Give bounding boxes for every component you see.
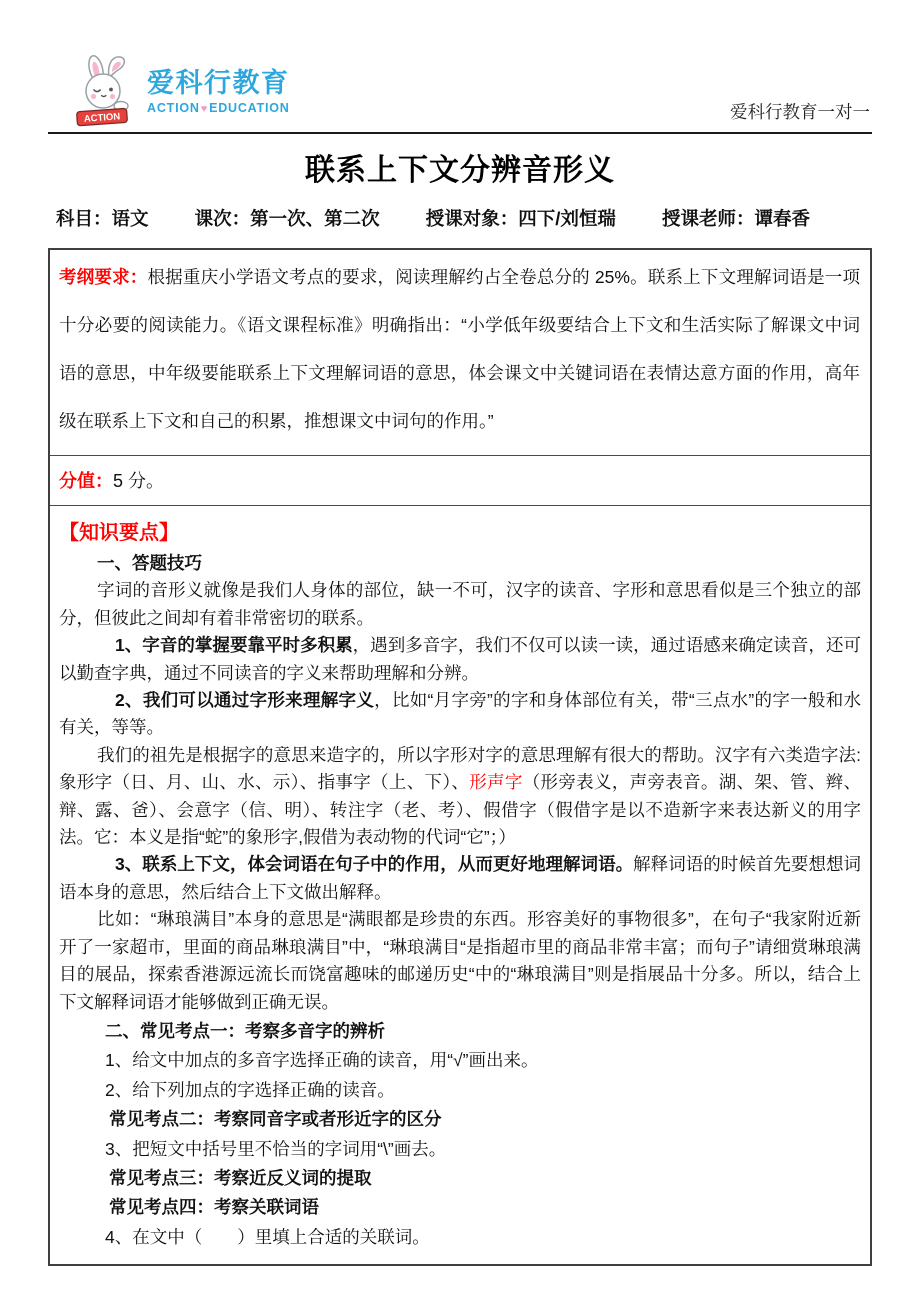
info-lesson: 课次：第一次、第二次 xyxy=(194,208,380,229)
knowledge-points-heading: 【知识要点】 xyxy=(59,522,179,544)
text-segment: 常见考点二：考察同音字或者形近字的区分 xyxy=(109,1109,442,1130)
knowledge-points-body xyxy=(59,550,861,1251)
page-title: 联系上下文分辨音形义 xyxy=(305,154,615,187)
exam-requirements-row xyxy=(50,250,870,455)
paragraph xyxy=(59,1136,861,1163)
brand-tagline-left: ACTION xyxy=(147,100,200,115)
brand-tagline xyxy=(147,101,290,115)
paragraph xyxy=(59,577,861,632)
paragraph xyxy=(59,742,861,852)
brand-logo xyxy=(74,54,290,130)
badge-label: ACTION xyxy=(83,111,121,125)
text-segment: 1、给文中加点的多音字选择正确的读音，用“√”画出来。 xyxy=(105,1050,539,1071)
text-segment: 我们的祖先是根据字的意思来造字的，所以字形对字的意思理解有很大的帮助。汉字有六类造字法:象形字（日、月、山、水、示）、指事字（上、下）、 xyxy=(59,744,861,793)
paragraph xyxy=(59,1106,861,1133)
text-segment: 字词的音形义就像是我们人身体的部位，缺一不可，汉字的读音、字形和意思看似是三个独立的部分，但彼此之间却有着非常密切的联系。 xyxy=(59,580,861,628)
text-segment: 解释词语的时候首先要想想词语本身的意思，然后结合上下文做出解释。 xyxy=(59,854,862,902)
text-segment: 常见考点四：考察关联词语 xyxy=(109,1197,319,1218)
exam-requirements-label: 考纲要求： xyxy=(59,267,148,287)
paragraph xyxy=(59,1224,861,1251)
text-segment: （形旁表义，声旁表音。湖、架、管、辫、辩、露、爸）、会意字（信、明）、转注字（老、考）、假借字（假借字是以不造新字来表达新义的用字法。它：本义是指“蛇”的象形字,假借为表动物的代词“它”；） xyxy=(59,772,862,848)
info-teacher: 授课老师：谭春香 xyxy=(661,208,810,229)
paragraph xyxy=(59,687,861,742)
text-segment: 形声字 xyxy=(469,772,523,793)
text-segment: ，比如“月字旁”的字和身体部位有关，带“三点水”的字一般和水有关，等等。 xyxy=(59,690,862,738)
text-segment: 常见考点三：考察近反义词的提取 xyxy=(109,1167,372,1188)
content-table xyxy=(48,248,872,1266)
text-segment: 1、字音的掌握要靠平时多积累 xyxy=(115,635,353,656)
course-info-bar xyxy=(56,205,810,231)
text-segment: 比如：“琳琅满目”本身的意思是“满眼都是珍贵的东西。形容美好的事物很多”，在句子“我家附近新开了一家超市，里面的商品琳琅满目”中，“琳琅满目“是指超市里的商品非常丰富；而句子”请细赏琳琅满目的展品，探索香港源远流长而饶富趣味的邮递历史“中的“琳琅满目”则是指展品十分多。所以，结合上下文解释词语才能够做到正确无误。 xyxy=(59,909,861,1012)
paragraph xyxy=(59,851,861,906)
paragraph xyxy=(59,1018,861,1045)
paragraph xyxy=(59,1194,861,1221)
text-segment: 二、常见考点一：考察多音字的辨析 xyxy=(105,1020,385,1041)
text-segment: 2、给下列加点的字选择正确的读音。 xyxy=(105,1079,395,1100)
page-header xyxy=(48,0,872,134)
text-segment: 2、我们可以通过字形来理解字义 xyxy=(115,690,375,711)
paragraph xyxy=(59,906,861,1016)
paragraph xyxy=(59,1165,861,1192)
brand-tagline-right: EDUCATION xyxy=(209,100,290,115)
heart-icon: ♥ xyxy=(200,102,209,115)
info-subject: 科目：语文 xyxy=(56,208,149,229)
text-segment: 3、联系上下文，体会词语在句子中的作用，从而更好地理解词语。 xyxy=(115,854,634,875)
score-label: 分值： xyxy=(59,471,113,491)
text-segment: ，遇到多音字，我们不仅可以读一读，通过语感来确定读音，还可以勤查字典，通过不同读音的字义来帮助理解和分辨。 xyxy=(59,635,861,683)
paragraph xyxy=(59,550,861,577)
paragraph xyxy=(59,1077,861,1104)
text-segment: 4、在文中（ ）里填上合适的关联词。 xyxy=(105,1226,430,1247)
text-segment: 一、答题技巧 xyxy=(97,553,202,573)
brand-text xyxy=(147,69,290,114)
text-segment: 3、把短文中括号里不恰当的字词用“\”画去。 xyxy=(105,1138,447,1159)
rabbit-mascot-icon xyxy=(74,54,138,130)
brand-name: 爱科行教育 xyxy=(147,68,290,99)
exam-requirements-text: 根据重庆小学语文考点的要求，阅读理解约占全卷总分的 25%。联系上下文理解词语是一项十分必要的阅读能力。《语文课程标准》明确指出：“小学低年级要结合上下文和生活实际了解课文中词语的意思，中年级要能联系上下文理解词语的意思，体会课文中关键词语在表情达意方面的作用，高年级在联系上下文和自己的积累，推想课文中词句的作用。” xyxy=(59,267,861,431)
score-text: 5 分。 xyxy=(113,471,165,491)
paragraph xyxy=(59,632,861,687)
info-student: 授课对象：四下/刘恒瑞 xyxy=(425,208,616,229)
header-right-label: 爱科行教育一对一 xyxy=(730,102,870,122)
score-row xyxy=(50,455,870,505)
knowledge-points-row xyxy=(50,505,870,1264)
paragraph xyxy=(59,1047,861,1074)
